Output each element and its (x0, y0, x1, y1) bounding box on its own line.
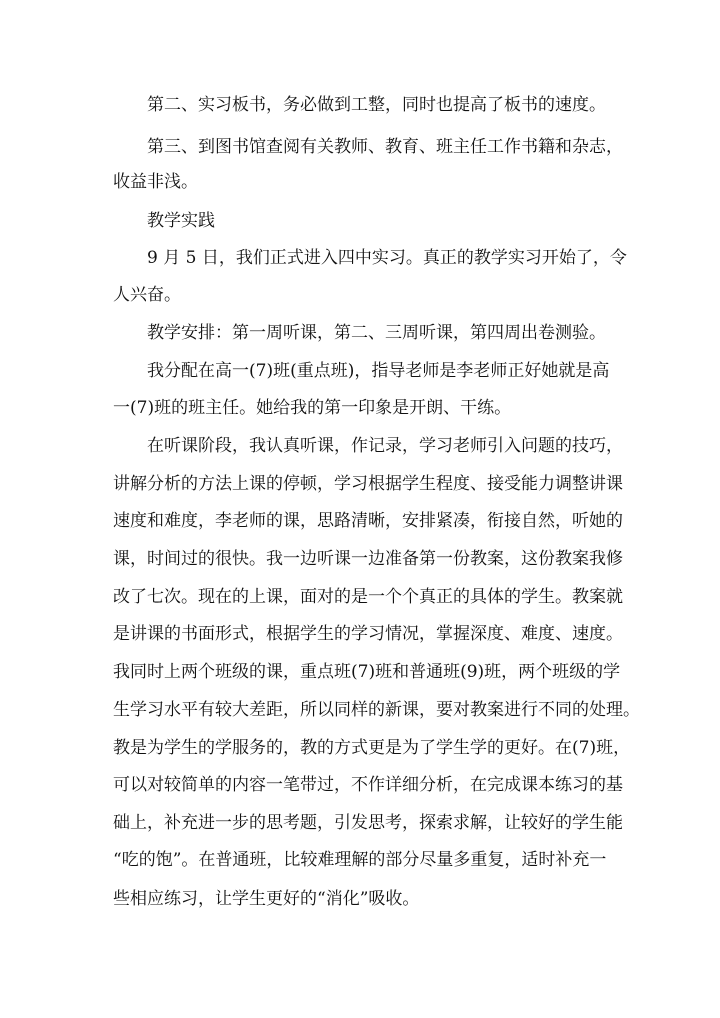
paragraph-line: 我分配在高一(7)班(重点班)，指导老师是李老师正好她就是高 (147, 361, 610, 381)
paragraph-line: “吃的饱”。在普通班，比较难理解的部分尽量多重复，适时补充一 (113, 850, 607, 870)
paragraph-line: 教是为学生的学服务的，教的方式更是为了学生学的更好。在(7)班， (113, 738, 631, 758)
section-heading: 教学实践 (147, 211, 215, 231)
paragraph-line: 些相应练习，让学生更好的“消化”吸收。 (113, 889, 420, 909)
paragraph-line: 第三、到图书馆查阅有关教师、教育、班主任工作书籍和杂志， (147, 137, 623, 157)
paragraph-line: 课，时间过的很快。我一边听课一边准备第一份教案，这份教案我修 (113, 549, 623, 569)
paragraph-line: 在听课阶段，我认真听课，作记录，学习老师引入问题的技巧， (147, 436, 623, 456)
paragraph-line: 教学安排：第一周听课，第二、三周听课，第四周出卷测验。 (147, 323, 606, 343)
paragraph-line: 一(7)班的班主任。她给我的第一印象是开朗、干练。 (113, 398, 512, 418)
paragraph-line: 9 月 5 日，我们正式进入四中实习。真正的教学实习开始了，令 (147, 248, 627, 268)
paragraph-line: 我同时上两个班级的课，重点班(7)班和普通班(9)班，两个班级的学 (113, 662, 621, 682)
paragraph-line: 可以对较简单的内容一笔带过，不作详细分析，在完成课本练习的基 (113, 775, 623, 795)
paragraph-line: 收益非浅。 (113, 172, 198, 192)
paragraph-line: 是讲课的书面形式，根据学生的学习情况，掌握深度、难度、速度。 (113, 624, 623, 644)
paragraph-line: 第二、实习板书，务必做到工整，同时也提高了板书的速度。 (147, 95, 606, 115)
paragraph-line: 础上，补充进一步的思考题，引发思考，探索求解，让较好的学生能 (113, 813, 623, 833)
paragraph-line: 讲解分析的方法上课的停顿，学习根据学生程度、接受能力调整讲课 (113, 474, 623, 494)
paragraph-line: 改了七次。现在的上课，面对的是一个个真正的具体的学生。教案就 (113, 587, 623, 607)
paragraph-line: 速度和难度，李老师的课，思路清晰，安排紧凑，衔接自然，听她的 (113, 511, 623, 531)
paragraph-line: 生学习水平有较大差距，所以同样的新课，要对教案进行不同的处理。 (113, 700, 640, 720)
paragraph-line: 人兴奋。 (113, 285, 181, 305)
